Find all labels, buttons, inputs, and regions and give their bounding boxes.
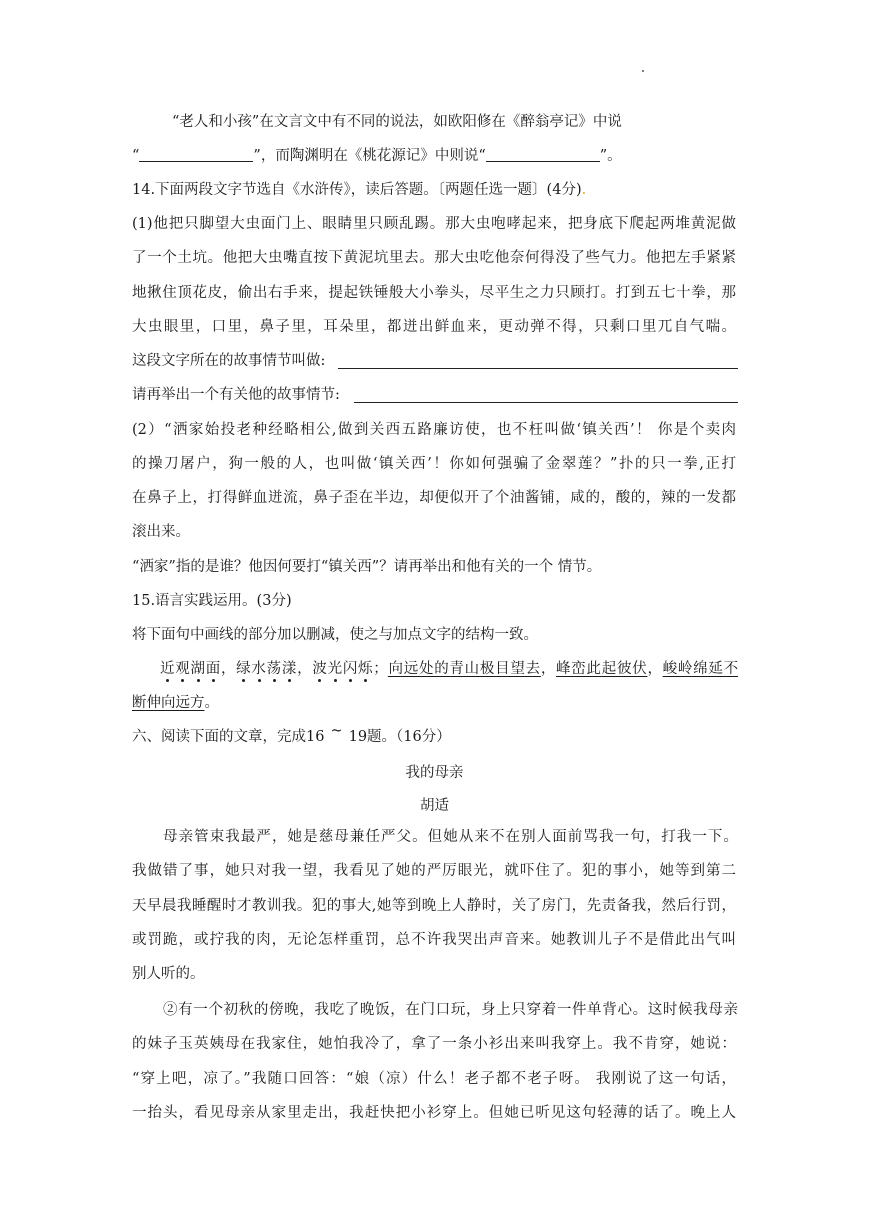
section-6-title-a: 六、阅读下面的文章，完成16 — [132, 729, 325, 745]
q14-dot: . — [581, 182, 587, 198]
underlined-phrase-1: 向远处的青山极目望去 — [387, 661, 541, 677]
article-p1-line-3: 天早晨我睡醒时才教训我。犯的事大,她等到晚上人静时，关了房门，先责备我，然后行罚， — [132, 898, 736, 914]
article-title: 我的母亲 — [405, 765, 464, 781]
dotted-char: 光 — [327, 661, 343, 677]
scan-speck — [642, 70, 644, 72]
quote-close: ”。 — [599, 148, 622, 164]
q15-sentence-line-1 — [160, 659, 738, 679]
intro-line: “老人和小孩”在文言文中有不同的说法，如欧阳修在《醉翁亭记》中说 — [172, 114, 622, 130]
period: 。 — [204, 695, 219, 711]
q15-sentence-line-2 — [132, 693, 219, 713]
dotted-char: 面 — [205, 661, 221, 677]
answer-blank-2[interactable] — [486, 147, 600, 162]
q14-ask-3: “洒家”指的是谁？他因何要打“镇关西”？请再举出和他有关的一个 情节。 — [132, 559, 602, 575]
q14-p2-line-3: 在鼻子上，打得鲜血迸流，鼻子歪在半边，却便似开了个油酱铺，咸的，酸的，辣的一发都 — [132, 490, 736, 506]
comma: ， — [647, 661, 663, 677]
dotted-char: 漾 — [281, 661, 298, 677]
q14-p1-line-2: 了一个土坑。他把大虫嘴直按下黄泥坑里去。那大虫吃他奈何得没了些气力。他把左手紧紧 — [132, 250, 736, 266]
answer-line-2[interactable] — [354, 402, 738, 403]
quote-open: “ — [132, 148, 140, 164]
article-p1-line-4: 或罚跪，或拧我的肉，无论怎样重罚，总不许我哭出声音来。她教训儿子不是借此出气叫 — [132, 932, 736, 948]
tilde: ~ — [330, 723, 343, 739]
semicolon: ； — [373, 661, 388, 677]
dotted-char: 绿 — [236, 661, 252, 677]
underlined-phrase-3a: 峻岭绵延不 — [662, 661, 739, 677]
article-p1-line-1: 母亲管束我最严，她是慈母兼任严父。但她从来不在别人面前骂我一句，打我一下。 — [163, 829, 738, 845]
answer-blank-1[interactable] — [139, 147, 253, 162]
underlined-phrase-2: 峰峦此起彼伏 — [556, 661, 648, 677]
q15-instruction: 将下面句中画线的部分加以删减，使之与加点文字的结构一致。 — [132, 627, 538, 643]
dotted-char: 荡 — [266, 661, 282, 677]
article-p1-line-2: 我做错了事，她只对我一望，我看见了她的严厉眼光，就吓住了。犯的事小，她等到第二 — [132, 863, 736, 879]
q14-ask-2: 请再举出一个有关他的故事情节: — [132, 387, 340, 403]
comma: ， — [220, 661, 237, 677]
comma: ， — [297, 661, 313, 677]
dotted-char: 近 — [160, 661, 176, 677]
article-author: 胡适 — [420, 798, 449, 814]
section-6-title — [132, 723, 451, 747]
q14-p2-line-4: 滚出来。 — [132, 524, 190, 540]
section-6-title-b: 19题。（16分） — [348, 729, 451, 745]
dotted-char: 水 — [251, 661, 267, 677]
article-p1-line-5: 别人听的。 — [132, 966, 205, 982]
intro-fill-line — [132, 146, 622, 166]
comma: ， — [540, 661, 557, 677]
q14-ask-1: 这段文字所在的故事情节叫做: — [132, 353, 326, 369]
q14-p1-line-1: (1)他把只脚望大虫面门上、眼睛里只顾乱踢。那大虫咆哮起来，把身底下爬起两堆黄泥做 — [132, 216, 736, 232]
dotted-char: 烁 — [358, 661, 374, 677]
article-p2-line-3: “穿上吧，凉了。”我随口回答：“娘（凉）什么！老子都不老子呀。 我刚说了这一句话， — [132, 1071, 736, 1087]
intro-middle-text: ”，而陶渊明在《桃花源记》中则说“ — [253, 148, 486, 164]
q14-p2-line-1: (2）“洒家始投老种经略相公,做到关西五路廉访使，也不枉叫做‘镇关西’！ 你是个卖肉 — [132, 422, 736, 438]
q14-p2-line-2: 的操刀屠户，狗一般的人，也叫做‘镇关西’！你如何强骗了金翠莲？”扑的只一拳,正打 — [132, 456, 736, 472]
q15-title: 15.语言实践运用。(3分) — [132, 593, 292, 609]
q14-title-text: 14.下面两段文字节选自《水浒传》，读后答题。〔两题任选一题〕(4分) — [132, 182, 582, 198]
q14-title — [132, 180, 586, 200]
dotted-char: 湖 — [190, 661, 206, 677]
article-p2-line-4: 一抬头，看见母亲从家里走出，我赶快把小衫穿上。但她已听见这句轻薄的话了。晚上人 — [132, 1105, 736, 1121]
q14-p1-line-3: 地揪住顶花皮，偷出右手来，提起铁锤般大小拳头，尽平生之力只顾打。打到五七十拳，那 — [132, 285, 736, 301]
dotted-char: 波 — [312, 661, 328, 677]
q14-p1-line-4: 大虫眼里，口里，鼻子里，耳朵里，都迸出鲜血来，更动弹不得，只剩口里兀自气喘。 — [132, 319, 736, 335]
article-p2-line-2: 的妹子玉英姨母在我家住，她怕我冷了，拿了一条小衫出来叫我穿上。我不肯穿，她说： — [132, 1036, 736, 1052]
article-p2-line-1: ②有一个初秋的傍晚，我吃了晚饭，在门口玩，身上只穿着一件单背心。这时候我母亲 — [163, 1002, 738, 1018]
answer-line-1[interactable] — [338, 368, 738, 369]
dotted-char: 闪 — [342, 661, 359, 677]
underlined-phrase-3b: 断伸向远方 — [132, 695, 205, 711]
dotted-char: 观 — [175, 661, 191, 677]
